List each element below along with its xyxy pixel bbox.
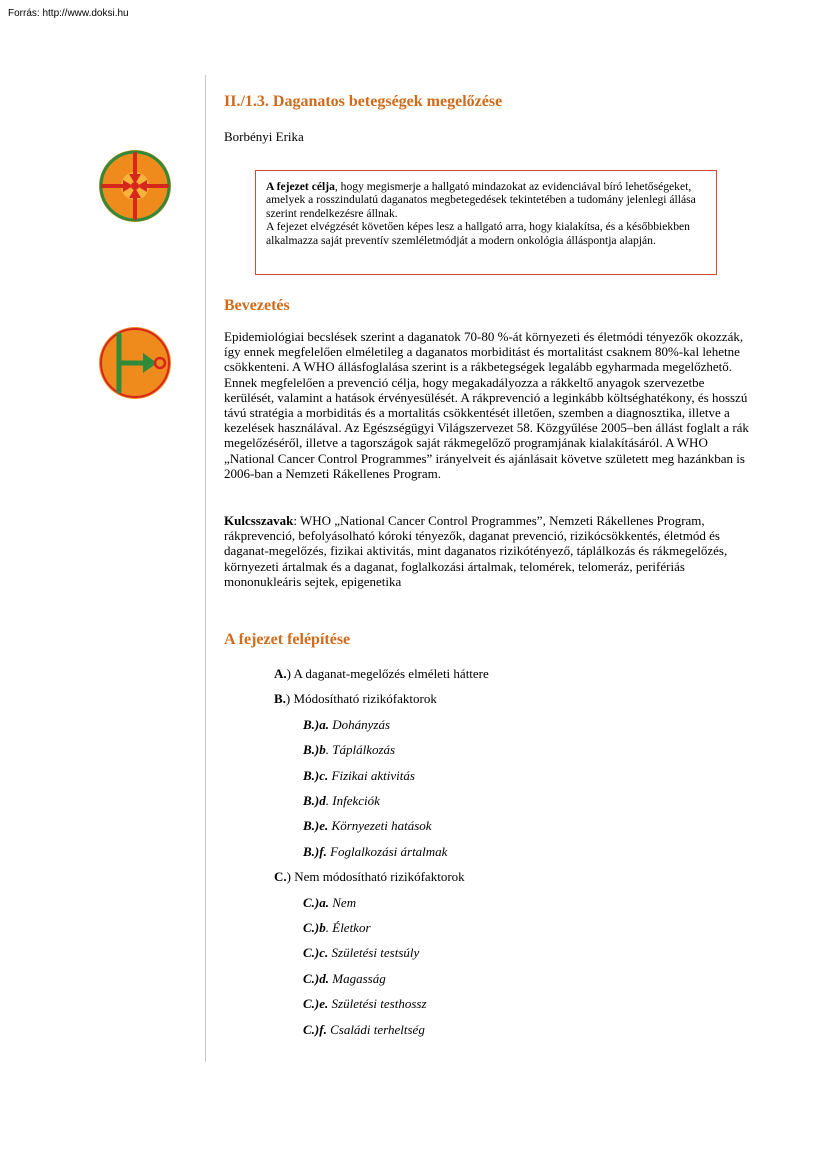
structure-item-label: Fizikai aktivitás	[331, 767, 415, 783]
author-name: Borbényi Erika	[224, 129, 304, 144]
structure-item-code: B.	[274, 691, 286, 707]
keywords-paragraph	[224, 513, 754, 589]
structure-item-separator: .	[325, 742, 333, 758]
structure-item	[274, 691, 437, 707]
structure-item	[303, 742, 395, 758]
structure-item-label: Családi terheltség	[330, 1021, 425, 1037]
structure-item-code: B.)e.	[303, 818, 329, 834]
structure-item-label: Születési testsúly	[331, 945, 420, 961]
structure-item-label: Magasság	[332, 970, 386, 986]
target-arrows-icon	[97, 148, 173, 229]
structure-item	[303, 793, 380, 809]
structure-item-label: Életkor	[332, 920, 371, 935]
structure-item	[303, 895, 356, 911]
structure-item-code: C.)f.	[303, 1021, 327, 1037]
structure-item-code: B.)a.	[303, 716, 329, 732]
structure-item	[303, 1022, 425, 1038]
goal-text-2: A fejezet elvégzését követően képes lesz a hallgató arra, hogy kialakítsa, és a későbbiekben alkalmazza saját preventív szemléletmódját a modern onkológia álláspontja alapján.	[266, 220, 690, 247]
structure-item-label: A daganat-megelőzés elméleti háttere	[293, 666, 489, 681]
structure-item-label: Nem módosítható rizikófaktorok	[294, 869, 465, 885]
structure-item-code: A.	[274, 666, 287, 681]
structure-item-code: C.)b	[303, 920, 326, 935]
goal-lead: A fejezet célja	[266, 180, 335, 193]
structure-item-code: C.)d.	[303, 970, 329, 986]
structure-item	[303, 818, 432, 834]
structure-item	[303, 945, 419, 961]
structure-item-code: B.)d	[303, 793, 326, 808]
structure-item-label: Dohányzás	[332, 716, 391, 732]
structure-item-code: B.)b	[303, 742, 326, 758]
structure-heading: A fejezet felépítése	[224, 631, 351, 648]
keywords-text: : WHO „National Cancer Control Programmes”, Nemzeti Rákellenes Program, rákprevenció, befolyásolható kóroki tényezők, daganat prevenció, rizikócsökkentés, életmód és daganat-megelőzés, fizikai aktivitás, mint daganatos rizikótényező, táplálkozás és rákmegelőzés, környezeti ártalmak és a daganat, foglalkozási ártalmak, telomérek, telomeráz, perifériás mononukleáris sejtek, epigenetika	[224, 513, 728, 589]
structure-item-separator: )	[286, 666, 294, 681]
structure-item-code: B.)f.	[303, 843, 327, 859]
structure-item	[303, 996, 427, 1012]
keywords-label: Kulcsszavak	[224, 513, 294, 528]
structure-item-label: Környezeti hatások	[331, 818, 432, 834]
chapter-title: II./1.3. Daganatos betegségek megelőzése	[224, 93, 503, 110]
structure-item-code: B.)c.	[303, 767, 329, 783]
intro-heading: Bevezetés	[224, 297, 290, 314]
chapter-goal-box	[255, 170, 717, 275]
structure-item-code: C.)a.	[303, 894, 329, 910]
structure-item-code: C.)e.	[303, 996, 329, 1012]
goal-text-1: , hogy megismerje a hallgató mindazokat az evidenciával bíró lehetőségeket, amelyek a rosszindulatú daganatos megbetegedések tekintetében a tudomány jelenlegi állása szerint rendelkezésre állnak.	[266, 180, 696, 220]
structure-item-code: C.	[274, 869, 287, 885]
structure-item	[303, 844, 447, 860]
structure-item-label: Foglalkozási ártalmak	[330, 843, 448, 859]
structure-item	[303, 717, 390, 733]
structure-item	[303, 920, 371, 936]
intro-paragraph: Epidemiológiai becslések szerint a daganatok 70-80 %-át környezeti és életmódi tényezők okozzák, így ennek megfelelően elméletileg a daganatos morbiditást és mortalitást csaknem 80%-kal lehetne csökkenteni. A WHO állásfoglalása szerint is a rákbetegségek legalább egyharmada megelőzhető. Ennek megfelelően a prevenció célja, hogy megakadályozza a rákkeltő anyagok szervezetbe kerülését, valamint a hatások érvényesülését. A rákprevenció a leginkább költséghatékony, és hosszú távú stratégia a morbiditás és a mortalitás csökkentését illetően, szemben a diagnosztika, illetve a kezelések használával. Az Egészségügyi Világszervezet 58. Közgyűlése 2005–ben állást foglalt a rák megelőzéséről, illetve a tagországok saját rákmegelőző programjának kialakításáról. A WHO „National Cancer Control Programmes” irányelveit és ajánlásait követve született meg hazánkban is 2006-ban a Nemzeti Rákellenes Program.	[224, 329, 749, 481]
margin-divider	[205, 75, 206, 1062]
structure-item-code: C.)c.	[303, 945, 329, 961]
structure-item	[303, 768, 415, 784]
structure-item-separator: .	[325, 793, 333, 808]
source-label[interactable]: Forrás: http://www.doksi.hu	[8, 8, 129, 19]
arrow-right-icon	[97, 325, 173, 406]
structure-item-label: Módosítható rizikófaktorok	[293, 691, 437, 707]
structure-item-label: Táplálkozás	[332, 742, 396, 758]
structure-item-separator: .	[325, 920, 333, 935]
structure-item-separator: )	[285, 691, 294, 707]
structure-item	[274, 666, 489, 682]
structure-item-separator: )	[286, 869, 295, 885]
structure-item-label: Nem	[332, 894, 357, 910]
structure-item	[274, 869, 465, 885]
structure-item-label: Születési testhossz	[331, 996, 427, 1012]
structure-item-label: Infekciók	[332, 793, 380, 808]
structure-item	[303, 971, 386, 987]
